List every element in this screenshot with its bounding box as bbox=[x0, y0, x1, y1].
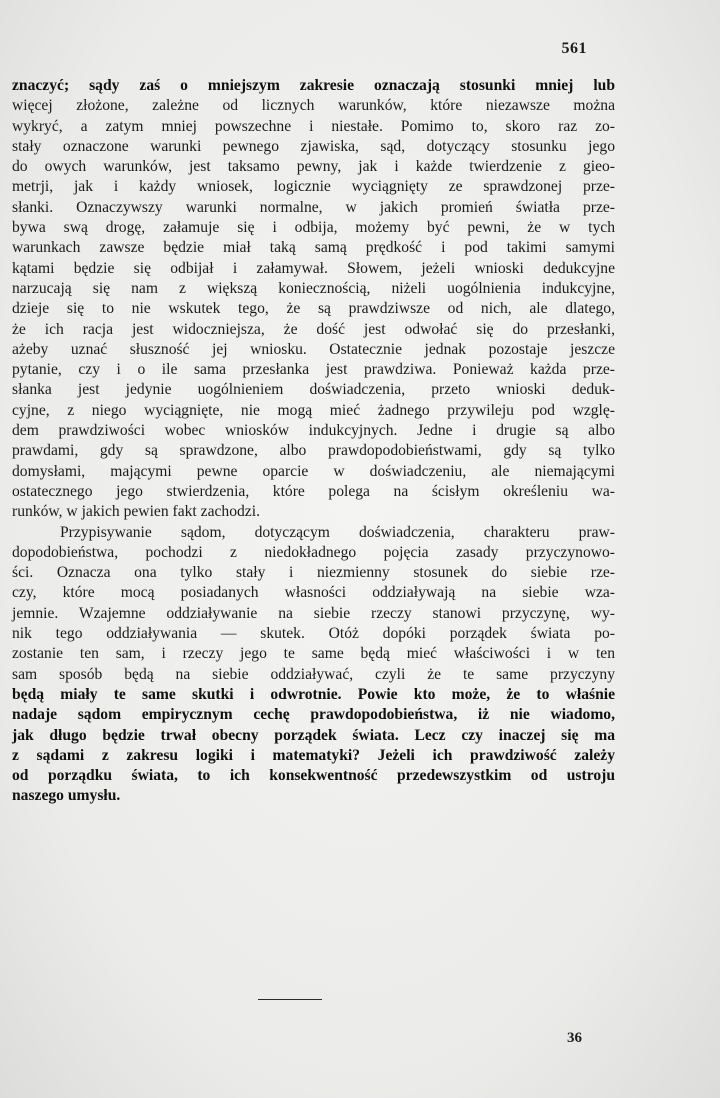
text-line: znaczyć; sądy zaś o mniejszym zakresie oznaczają stosunki mniej lub bbox=[12, 77, 615, 94]
text-line: domysłami, mającymi pewne oparcie w doświadczeniu, ale niemającymi bbox=[12, 462, 615, 480]
text-line: ażeby uznać słuszność jej wniosku. Ostatecznie jednak pozostaje jeszcze bbox=[12, 340, 615, 358]
text-line: runków, w jakich pewien fakt zachodzi. bbox=[12, 503, 260, 521]
text-line: nadaje sądom empirycznym cechę prawdopodobieństwa, iż nie wiadomo, bbox=[12, 706, 615, 724]
printer-signature: 36 bbox=[567, 1030, 582, 1046]
text-line: czy, które mocą posiadanych własności oddziaływają na siebie wza- bbox=[12, 584, 615, 602]
text-line: dzieje się to nie wskutek tego, że są prawdziwsze od nich, ale dlatego, bbox=[12, 300, 615, 318]
text-line: metrji, jak i każdy wniosek, logicznie wyciągnięty ze sprawdzonej prze- bbox=[12, 178, 615, 196]
text-line: więcej złożone, zależne od licznych warunków, które niezawsze można bbox=[12, 97, 615, 115]
body-text bbox=[12, 76, 615, 807]
text-line: bywa swą drogę, załamuje się i odbija, możemy być pewni, że w tych bbox=[12, 219, 615, 237]
text-line: sam sposób będą na siebie oddziaływać, czyli że te same przyczyny bbox=[12, 665, 615, 683]
text-line: prawdami, gdy są sprawdzone, albo prawdopodobieństwami, gdy są tylko bbox=[12, 442, 615, 460]
text-line: dopodobieństwa, pochodzi z niedokładnego pojęcia zasady przyczynowo- bbox=[12, 543, 615, 561]
text-line: ści. Oznacza ona tylko stały i niezmienny stosunek do siebie rze- bbox=[12, 564, 615, 582]
text-line: słanka jest jedynie uogólnieniem doświadczenia, przeto wnioski deduk- bbox=[12, 381, 615, 399]
text-line: Przypisywanie sądom, dotyczącym doświadczenia, charakteru praw- bbox=[60, 523, 615, 541]
paragraph-1 bbox=[12, 76, 615, 523]
text-line: pytanie, czy i o ile sama przesłanka jest prawdziwa. Ponieważ każda prze- bbox=[12, 361, 615, 379]
page-number: 561 bbox=[561, 40, 587, 57]
text-line: dem prawdziwości wobec wniosków indukcyjnych. Jedne i drugie są albo bbox=[12, 422, 615, 440]
text-line: narzucają się nam z większą koniecznością, niżeli uogólnienia indukcyjne, bbox=[12, 279, 615, 297]
text-line: stały oznaczone warunki pewnego zjawiska, sąd, dotyczący stosunku jego bbox=[12, 137, 615, 155]
text-line: będą miały te same skutki i odwrotnie. Powie kto może, że to właśnie bbox=[12, 685, 615, 703]
text-line: od porządku świata, to ich konsekwentność przedewszystkim od ustroju bbox=[12, 767, 615, 785]
text-line: słanki. Oznaczywszy warunki normalne, w jakich promień światła prze- bbox=[12, 198, 615, 216]
text-line: kątami będzie się odbijał i załamywał. Słowem, jeżeli wnioski dedukcyjne bbox=[12, 259, 615, 277]
text-line: ostatecznego jego stwierdzenia, które polega na ścisłym określeniu wa- bbox=[12, 482, 615, 500]
text-line: zostanie ten sam, i rzeczy jego te same będą mieć właściwości i w ten bbox=[12, 645, 615, 663]
text-line: jak długo będzie trwał obecny porządek świata. Lecz czy inaczej się ma bbox=[12, 726, 615, 744]
text-line: naszego umysłu. bbox=[12, 787, 121, 805]
text-line: nik tego oddziaływania — skutek. Otóż dopóki porządek świata po- bbox=[12, 625, 615, 643]
paragraph-2 bbox=[12, 523, 615, 807]
text-line: jemnie. Wzajemne oddziaływanie na siebie rzeczy stanowi przyczynę, wy- bbox=[12, 604, 615, 622]
text-line: wykryć, a zatym mniej powszechne i niestałe. Pomimo to, skoro raz zo- bbox=[12, 117, 615, 135]
text-line: do owych warunków, jest taksamo pewny, jak i każde twierdzenie z gieo- bbox=[12, 158, 615, 176]
text-line: z sądami z zakresu logiki i matematyki? Jeżeli ich prawdziwość zależy bbox=[12, 746, 615, 764]
footnote-divider bbox=[258, 999, 322, 1000]
text-line: cyjne, z niego wyciągnięte, nie mogą mieć żadnego przywileju pod wzglę- bbox=[12, 401, 615, 419]
text-line: że ich racja jest widoczniejsza, że dość jest odwołać się do przesłanki, bbox=[12, 320, 615, 338]
text-line: warunkach zawsze będzie miał taką samą prędkość i pod takimi samymi bbox=[12, 239, 615, 257]
